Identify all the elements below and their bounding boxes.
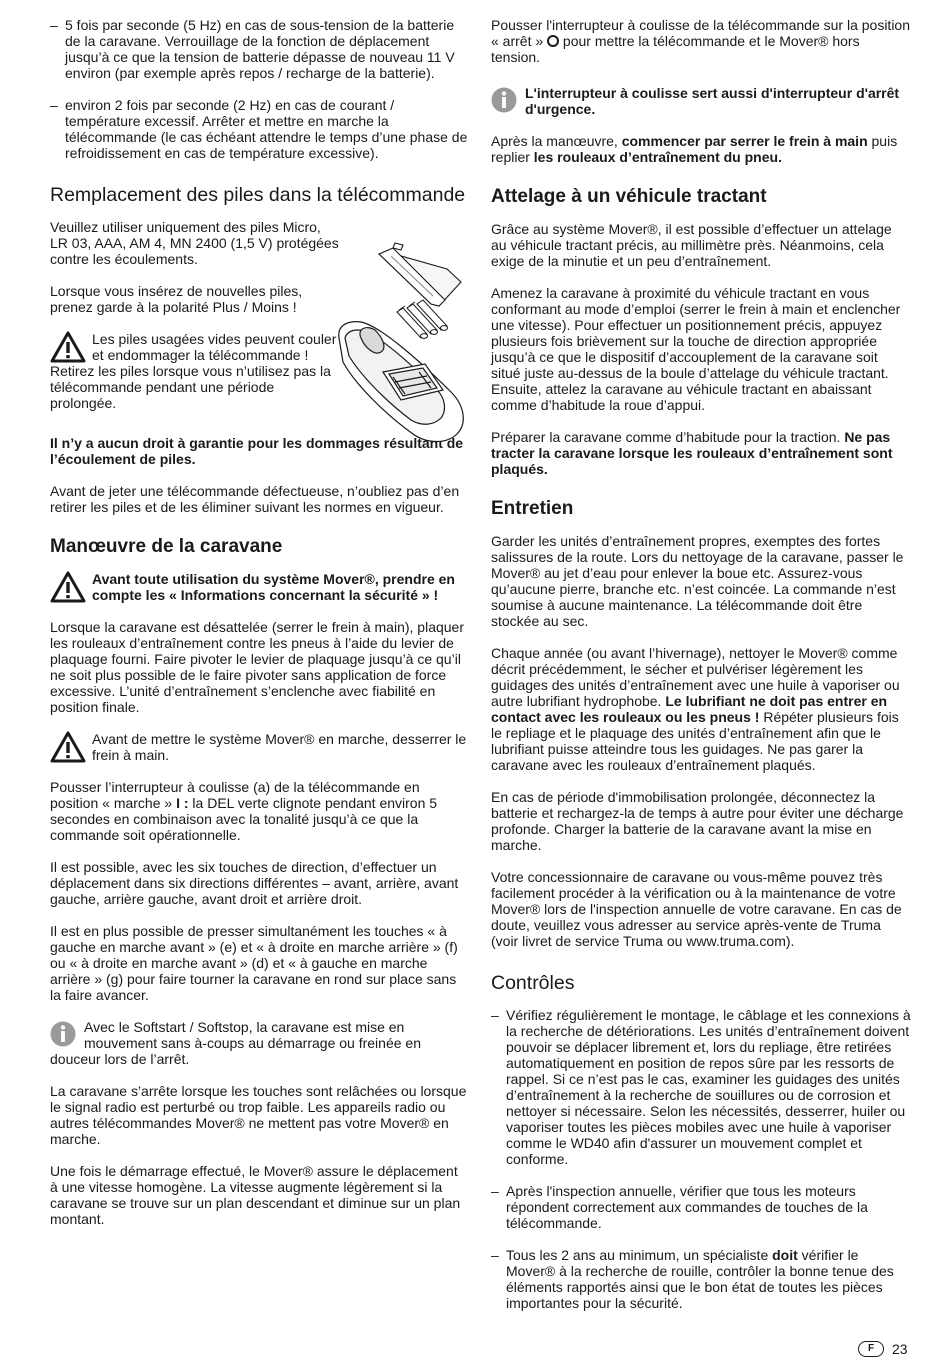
paragraph: Lorsque la caravane est désattelée (serrer le frein à main), plaquer les rouleaux d’entraînement contre les pneus à l’aide du levier de plaquage fourni. Faire pivoter le levier de plaquage jusqu’à ce qu’il ne soit plus possible de le faire pivoter sans application de force excessive. L’unité d’entraînement s’enclenche avec fiabilité en position finale. (50, 619, 464, 715)
text-span: Pousser l'interrupteur à coulisse de la télécommande sur la position « arrêt » (491, 17, 911, 49)
section-heading-coupling: Attelage à un véhicule tractant (491, 186, 767, 207)
warning-icon (50, 571, 86, 603)
paragraph: Votre concessionnaire de caravane ou vous-même pouvez très facilement procéder à la vérification ou à la maintenance de votre Mover® lors de l'inspection annuelle de votre caravane. En cas de doute, veuillez vous adresser au service après-vente de Truma (voir livret de service Truma ou www.truma.com). (491, 869, 902, 949)
text-span: Préparer la caravane comme d’habitude pour la traction. (491, 429, 845, 445)
paragraph: Une fois le démarrage effectué, le Mover® assure le déplacement à une vitesse homogène. La vitesse augmente légèrement si la caravane se trouve sur un plan descendant et diminue sur un plan montant. (50, 1163, 461, 1227)
text-span: vérifier le Mover® à la recherche de rouille, contrôler la bonne tenue des éléments rapportés ainsi que le bon état de toutes les pièces importantes pour la sécurité. (506, 1247, 894, 1311)
list-item: – 5 fois par seconde (5 Hz) en cas de sous-tension de la batterie de la caravane. Verrouillage de la fonction de déplacement jusqu’à ce que la tension de batterie dépasse de nouveau 11 V environ (par exemple après repos / recharge de la batterie). (50, 17, 468, 81)
bold-span: commencer par serrer le frein à main (621, 133, 868, 149)
list-item: – environ 2 fois par seconde (2 Hz) en cas de courant / température excessif. Arrêter et mettre en marche la télécommande (le cas échéant attendre le temps d’une phase de refroidissement en cas de température excessive). (50, 97, 468, 161)
text-span: Répéter plusieurs fois le repliage et le plaquage des unités d’entraînement afin que le lubrifiant puisse atteindre tous les guidages. Ne pas garer la caravane avec les rouleaux d’entraînement plaqués. (491, 709, 899, 773)
info-text: Avec le Softstart / Softstop, la caravane est mise en mouvement sans à-coups au démarrage ou freinée en douceur lors de l’arrêt. (50, 1019, 421, 1067)
warning-note (50, 731, 468, 763)
text-span: puis replier (491, 133, 898, 165)
paragraph (491, 645, 911, 773)
remote-control-illustration (335, 234, 470, 454)
on-symbol: I : (176, 795, 189, 811)
warning-icon (50, 731, 86, 763)
list-item: – Vérifiez régulièrement le montage, le câblage et les connexions à la recherche de détériorations. Les unités d’entraînement doivent pouvoir se déplacer librement et, lors du repliage, être retirées automatiquement en position de repos sûre par les ressorts de rappel. Si ce n’est pas le cas, examiner les guidages des unités d’entraînement à la recherche de souillures ou de corrosion et nettoyer si nécessaire. Selon les nécessités, desserrer, huiler ou vaporiser toutes les pièces mobiles avec une huile à vaporiser comme le WD40 afin d'assurer un mouvement complet et conforme. (491, 1007, 911, 1167)
right-column (491, 17, 911, 1327)
info-note (50, 1019, 468, 1067)
battery-text (50, 219, 340, 411)
warning-text: Les piles usagées vides peuvent couler et endommager la télécommande ! Retirez les piles lorsque vous n’utilisez pas la télécommande pendant une période prolongée. (50, 331, 337, 411)
paragraph: Il est en plus possible de presser simultanément les touches « à gauche en marche avant » (e) et « à droite en marche arrière » (f) ou « à droite en marche avant » (d) et « à gauche en marche arrière » (g) pour faire tourner la caravane en rond sur place sans la faire avancer. (50, 923, 458, 1003)
bold-paragraph: Il n’y a aucun droit à garantie pour les dommages résultant de l’écoulement de piles. (50, 435, 464, 467)
paragraph: La caravane s’arrête lorsque les touches sont relâchées ou lorsque le signal radio est perturbé ou trop faible. Les appareils radio ou autres télécommandes Mover® ne mettent pas votre Mover® en marche. (50, 1083, 467, 1147)
paragraph: Garder les unités d’entraînement propres, exemptes des fortes salissures de la route. Lors du nettoyage de la caravane, passer le Mover® au jet d’eau pour enlever la boue etc. Assurez-vous qu’aucune pierre, branche etc. n’est coincée. La commande n’est soumise à aucune maintenance. La télécommande doit être stockée au sec. (491, 533, 904, 629)
text-span: Tous les 2 ans au minimum, un spécialiste (506, 1247, 773, 1263)
text-span: Pousser l’interrupteur à coulisse (a) de la télécommande en position « marche » (50, 779, 420, 811)
warning-note (50, 331, 340, 411)
text-span: Chaque année (ou avant l’hivernage), nettoyer le Mover® comme décrit précédemment, le sécher et pulvériser légèrement les guidages des unités d’entraînement avec une huile à vaporiser ou autre lubrifiant hydrophobe. (491, 645, 900, 709)
warning-icon (50, 331, 86, 363)
paragraph: Veuillez utiliser uniquement des piles Micro, LR 03, AAA, AM 4, MN 2400 (1,5 V) protégées contre les écoulements. (50, 219, 339, 267)
bold-span: Le lubrifiant ne doit pas entrer en contact avec les rouleaux ou les pneus ! (491, 693, 888, 725)
paragraph: Il est possible, avec les six touches de direction, d’effectuer un déplacement dans six directions différentes – avant, arrière, avant gauche, arrière gauche, avant droit et arrière droit. (50, 859, 459, 907)
language-badge: F (858, 1341, 884, 1357)
paragraph: En cas de période d'immobilisation prolongée, déconnectez la batterie et rechargez-la de temps à autre pour éviter une décharge profonde. Charger la batterie de la caravane avant la mise en marche. (491, 789, 904, 853)
page-number: 23 (892, 1341, 908, 1357)
paragraph (50, 779, 468, 843)
text-span: Après la manœuvre, (491, 133, 622, 149)
info-text: L'interrupteur à coulisse sert aussi d'interrupteur d'arrêt d'urgence. (525, 85, 900, 117)
off-symbol-icon (547, 35, 559, 47)
paragraph (491, 17, 911, 65)
text-span: la DEL verte clignote pendant environ 5 secondes en combinaison avec la tonalité jusqu’à ce que la commande soit opérationnelle. (50, 795, 438, 843)
section-heading-checks: Contrôles (491, 972, 575, 994)
info-icon (50, 1021, 76, 1047)
section-heading-maintenance: Entretien (491, 498, 574, 519)
paragraph (491, 429, 911, 477)
warning-text: Avant de mettre le système Mover® en marche, desserrer le frein à main. (92, 731, 467, 763)
section-heading-battery-replacement: Remplacement des piles dans la télécommande (50, 184, 466, 206)
bold-span: les rouleaux d’entraînement du pneu. (533, 149, 782, 165)
paragraph: Grâce au système Mover®, il est possible d’effectuer un attelage au véhicule tractant précis, au millimètre près. Néanmoins, cela exige de la minutie et un peu d’entraînement. (491, 221, 892, 269)
paragraph: Avant de jeter une télécommande défectueuse, n’oubliez pas d’en retirer les piles et de les éliminer suivant les normes en vigueur. (50, 483, 460, 515)
bold-span: doit (772, 1247, 798, 1263)
left-column (50, 17, 468, 1243)
list-item (491, 1247, 911, 1311)
list-item: – Après l'inspection annuelle, vérifier que tous les moteurs répondent correctement aux commandes de touches de la télécommande. (491, 1183, 911, 1231)
info-icon (491, 87, 517, 113)
section-heading-manoeuvre: Manœuvre de la caravane (50, 536, 283, 557)
paragraph: Amenez la caravane à proximité du véhicule tractant en vous conformant au mode d’emploi (serrer le frein à main et enclencher une vitesse). Pour effectuer un positionnement précis, appuyez plusieurs fois brièvement sur la touche de direction appropriée jusqu’à ce que le dispositif d’accouplement de la caravane soit situé juste au-dessus de la boule d’attelage du véhicule tractant. Ensuite, attelez la caravane au véhicule tractant en abaissant comme d’habitude la roue d’appui. (491, 285, 901, 413)
text-span: pour mettre la télécommande et le Mover® hors tension. (491, 33, 860, 65)
info-note (491, 85, 911, 117)
warning-note (50, 571, 468, 603)
warning-text: Avant toute utilisation du système Mover®, prendre en compte les « Informations concernant la sécurité » ! (92, 571, 455, 603)
paragraph: Lorsque vous insérez de nouvelles piles, prenez garde à la polarité Plus / Moins ! (50, 283, 303, 315)
paragraph (491, 133, 911, 165)
bold-span: Ne pas tracter la caravane lorsque les rouleaux d’entraînement sont plaqués. (491, 429, 893, 477)
